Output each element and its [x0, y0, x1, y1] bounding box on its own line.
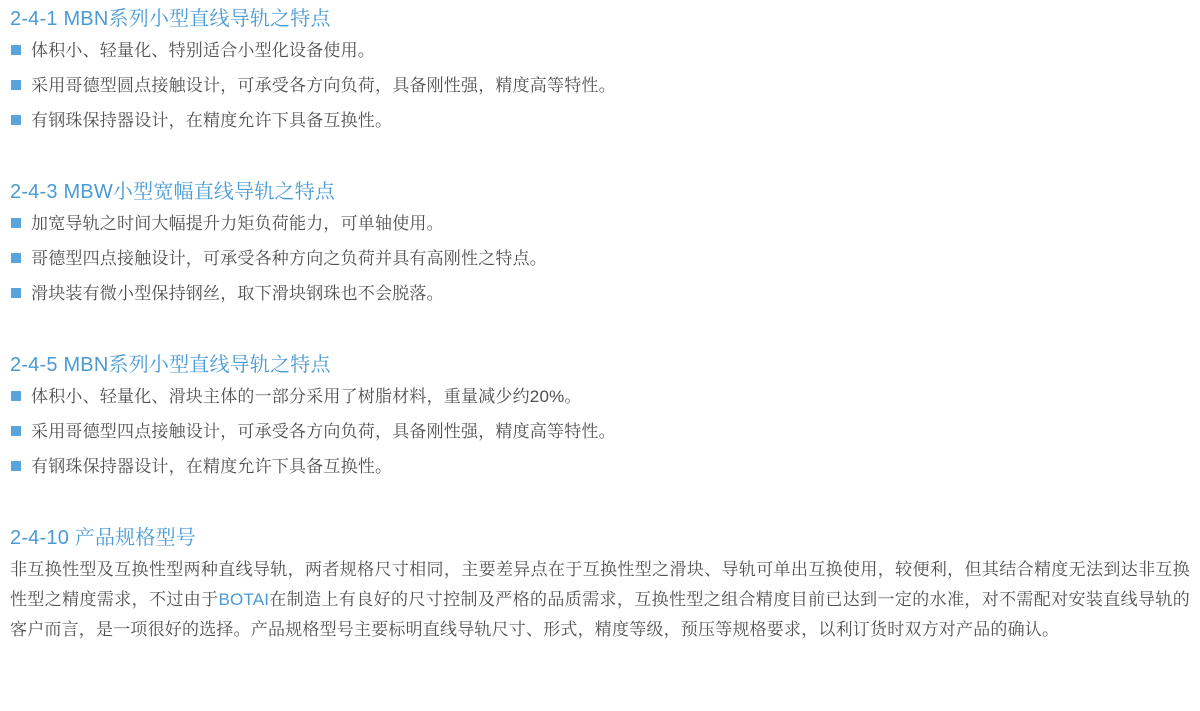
bullet-text: 体积小、轻量化、特别适合小型化设备使用。 — [31, 41, 375, 60]
section-2-4-5 — [10, 354, 1190, 478]
list-item — [10, 74, 1190, 97]
section-heading: 2-4-10 产品规格型号 — [10, 527, 196, 549]
section-2-4-3 — [10, 181, 1190, 305]
feature-list — [10, 39, 1190, 132]
feature-list — [10, 212, 1190, 305]
bullet-square-icon — [11, 253, 21, 263]
bullet-square-icon — [11, 45, 21, 55]
spec-paragraph — [10, 555, 1190, 645]
section-heading: 2-4-1 MBN系列小型直线导轨之特点 — [10, 8, 331, 30]
section-2-4-1 — [10, 8, 1190, 132]
section-heading: 2-4-3 MBW小型宽幅直线导轨之特点 — [10, 181, 336, 203]
list-item — [10, 39, 1190, 62]
bullet-square-icon — [11, 115, 21, 125]
bullet-square-icon — [11, 80, 21, 90]
bullet-text: 有钢珠保持器设计，在精度允许下具备互换性。 — [31, 457, 393, 476]
section-heading: 2-4-5 MBN系列小型直线导轨之特点 — [10, 354, 331, 376]
brand-link[interactable]: BOTAI — [218, 590, 270, 609]
bullet-text: 哥德型四点接触设计，可承受各种方向之负荷并具有高刚性之特点。 — [31, 249, 547, 268]
bullet-square-icon — [11, 391, 21, 401]
bullet-text: 体积小、轻量化、滑块主体的一部分采用了树脂材料，重量减少约20%。 — [31, 387, 582, 406]
list-item — [10, 282, 1190, 305]
paragraph-text: 在制造上有良好的尺寸控制及严格的品质需求，互换性型之组合精度目前已达到一定的水准，对不需配对安装直线导轨的客户而言，是一项很好的选择。产品规格型号主要标明直线导轨尺寸、形式，精度等级，预压等规格要求，以利订货时双方对产品的确认。 — [10, 590, 1190, 639]
list-item — [10, 109, 1190, 132]
list-item — [10, 420, 1190, 443]
bullet-text: 采用哥德型圆点接触设计，可承受各方向负荷，具备刚性强，精度高等特性。 — [31, 76, 616, 95]
paragraph-text: 非互换性型及互换性型两种直线导轨，两者规格尺寸相同，主要差异点在于互换性型之滑块、导轨可单出互换使用，较便利，但其结合精度无法到达非互换性型之精度需求，不过由于 — [10, 560, 1190, 609]
list-item — [10, 455, 1190, 478]
bullet-text: 采用哥德型四点接触设计，可承受各方向负荷，具备刚性强，精度高等特性。 — [31, 422, 616, 441]
bullet-text: 加宽导轨之时间大幅提升力矩负荷能力，可单轴使用。 — [31, 214, 444, 233]
bullet-text: 滑块装有微小型保持钢丝，取下滑块钢珠也不会脱落。 — [31, 284, 444, 303]
bullet-text: 有钢珠保持器设计，在精度允许下具备互换性。 — [31, 111, 393, 130]
bullet-square-icon — [11, 288, 21, 298]
bullet-square-icon — [11, 218, 21, 228]
section-2-4-10 — [10, 527, 1190, 645]
list-item — [10, 247, 1190, 270]
list-item — [10, 212, 1190, 235]
list-item — [10, 385, 1190, 408]
bullet-square-icon — [11, 426, 21, 436]
feature-list — [10, 385, 1190, 478]
bullet-square-icon — [11, 461, 21, 471]
